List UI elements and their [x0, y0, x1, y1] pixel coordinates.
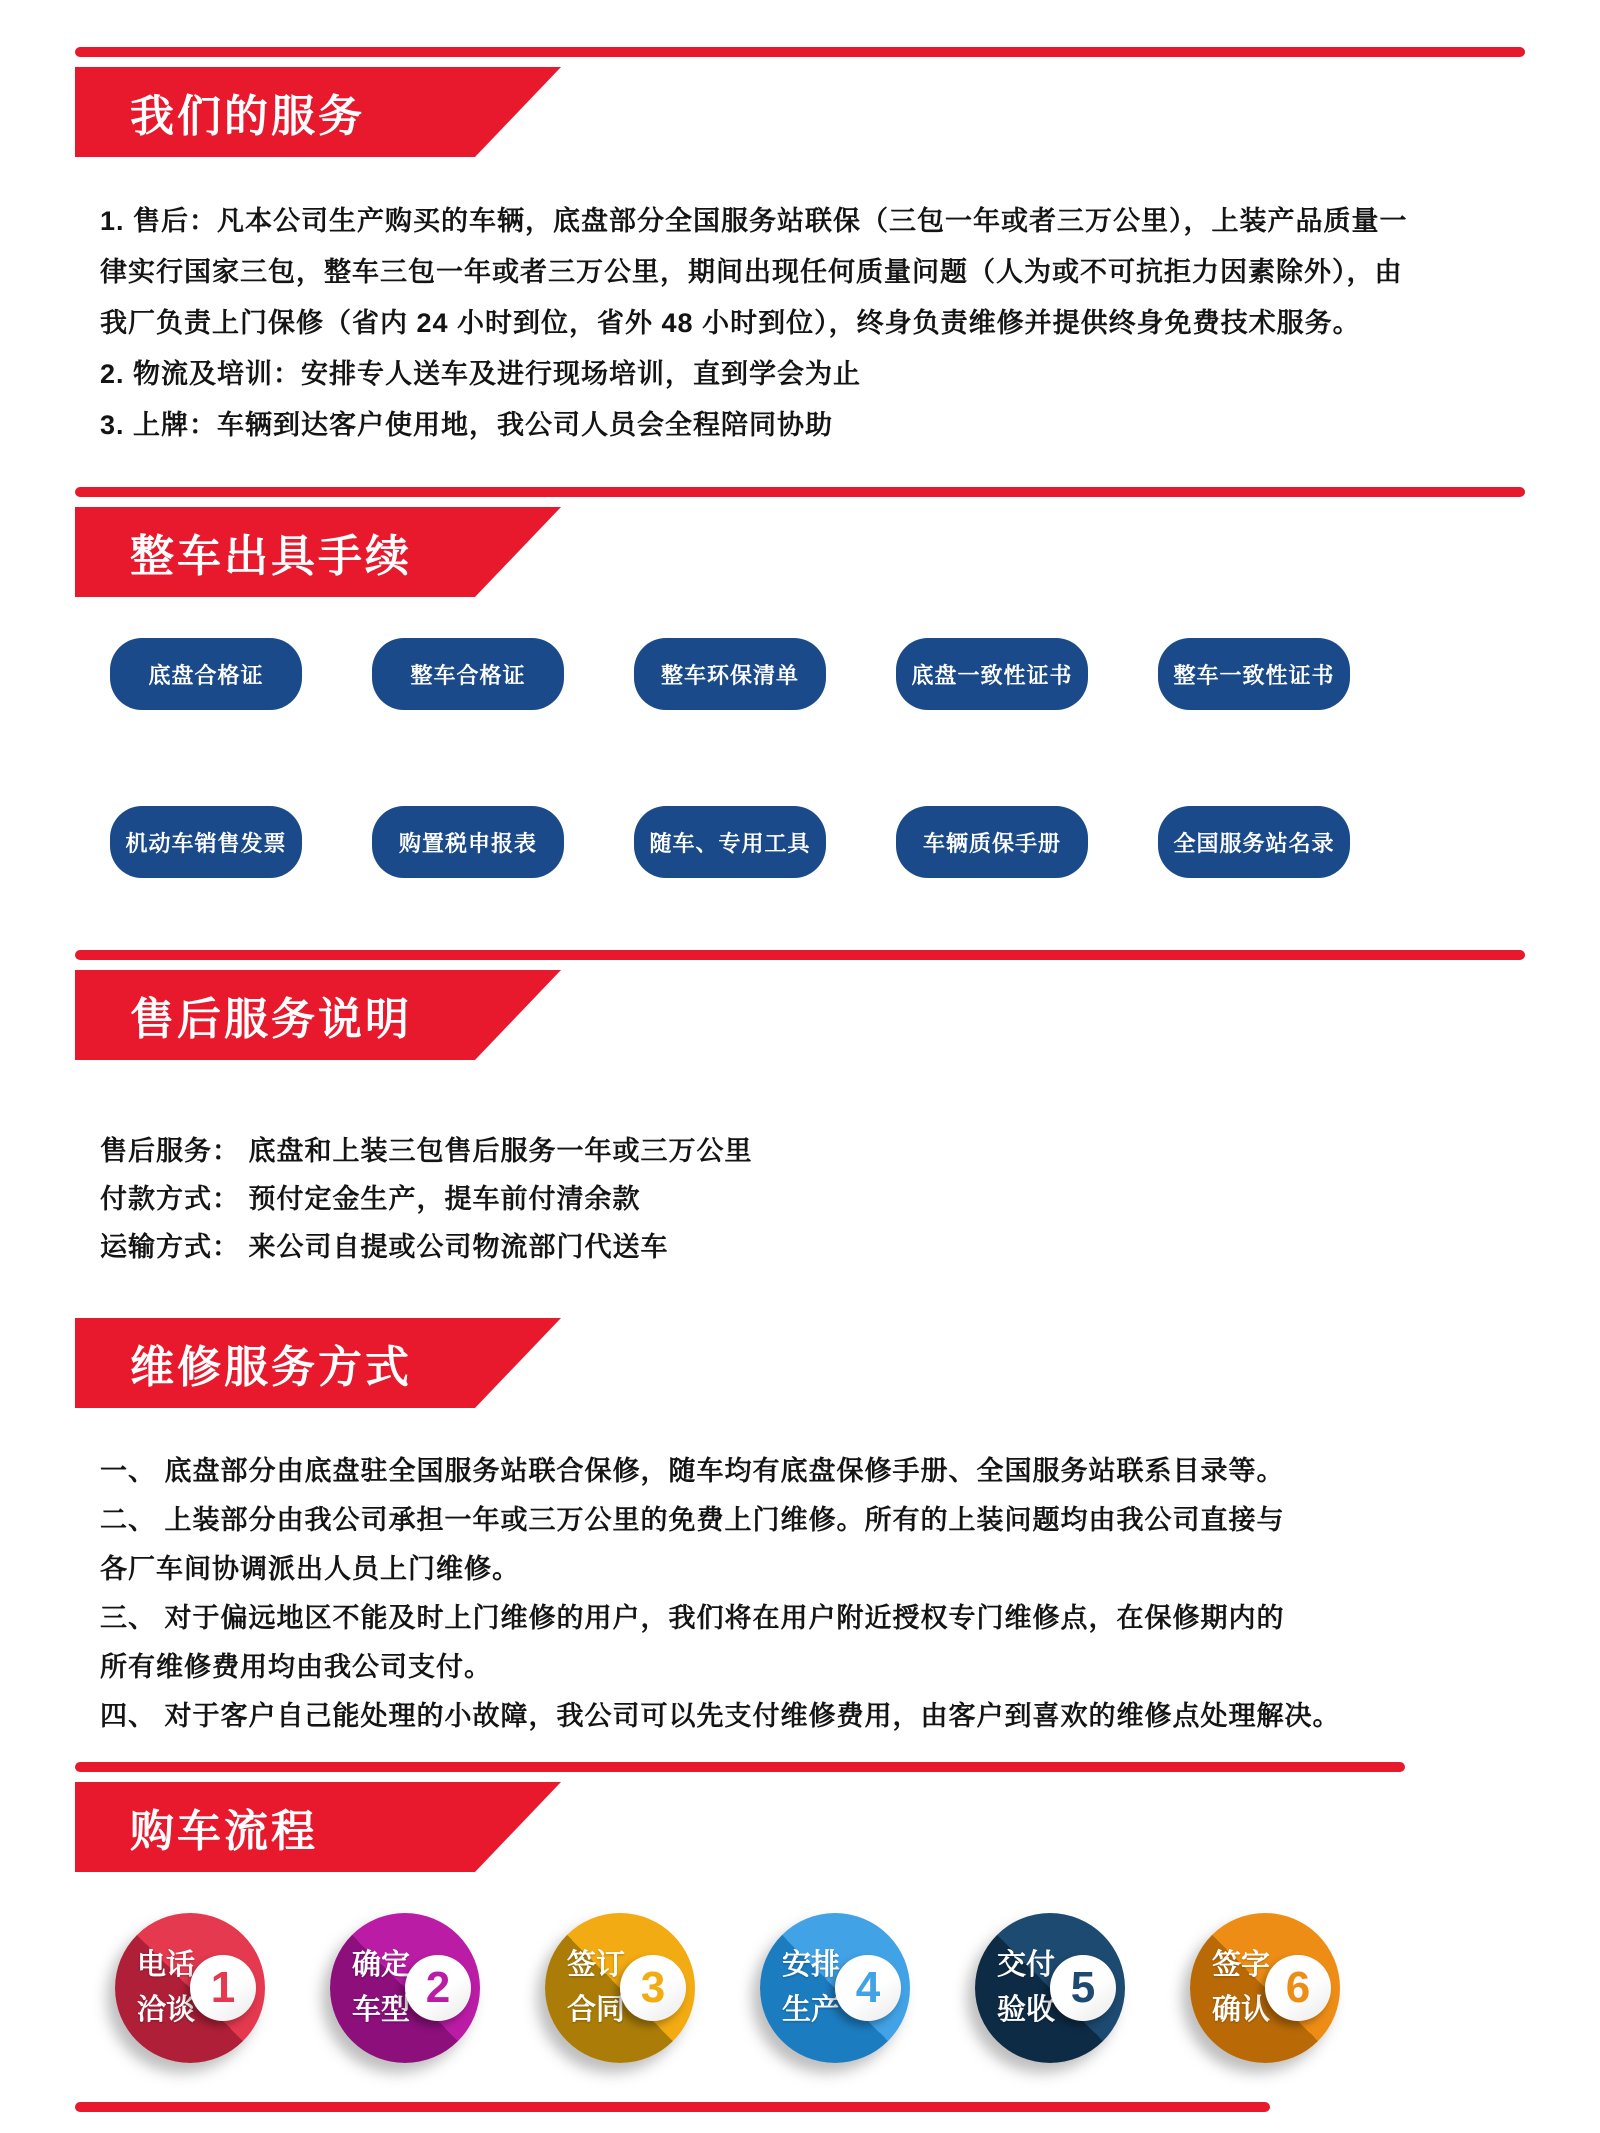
- document-pill: 整车合格证: [372, 638, 564, 710]
- section-banner-purchase-flow: [75, 1782, 475, 1872]
- document-pill: 整车一致性证书: [1158, 638, 1350, 710]
- text-line: 1. 售后：凡本公司生产购买的车辆，底盘部分全国服务站联保（三包一年或者三万公里），上装产品质量一: [100, 206, 1408, 236]
- text-line: 律实行国家三包，整车三包一年或者三万公里，期间出现任何质量问题（人为或不可抗拒力因素除外），由: [100, 257, 1403, 287]
- purchase-step-4: [760, 1913, 910, 2063]
- document-pill: 机动车销售发票: [110, 806, 302, 878]
- section-title-purchase-flow: 购车流程: [130, 1807, 318, 1856]
- section-title-after-sales: 售后服务说明: [130, 995, 412, 1044]
- purchase-step-2: [330, 1913, 480, 2063]
- step-number-badge: 4: [835, 1955, 901, 2021]
- text-line: 四、 对于客户自己能处理的小故障，我公司可以先支付维修费用，由客户到喜欢的维修点处理解决。: [100, 1701, 1341, 1731]
- purchase-step-5: [975, 1913, 1125, 2063]
- divider-line: [75, 2102, 1270, 2112]
- text-line: 我厂负责上门保修（省内 24 小时到位，省外 48 小时到位），终身负责维修并提供终身免费技术服务。: [100, 308, 1361, 338]
- step-label: 电话 洽谈: [137, 1949, 196, 2026]
- step-number-badge: 1: [190, 1955, 256, 2021]
- section-banner-documents: [75, 507, 475, 597]
- text-line: 运输方式： 来公司自提或公司物流部门代送车: [100, 1232, 669, 1262]
- text-line: 3. 上牌：车辆到达客户使用地，我公司人员会全程陪同协助: [100, 410, 834, 440]
- repair-paragraph: [100, 1447, 1341, 1741]
- section-title-repair: 维修服务方式: [130, 1343, 412, 1392]
- step-label: 签字 确认: [1212, 1949, 1271, 2026]
- document-pill: 随车、专用工具: [634, 806, 826, 878]
- step-label: 确定 车型: [352, 1949, 411, 2026]
- divider-line: [75, 487, 1525, 497]
- text-line: 各厂车间协调派出人员上门维修。: [100, 1554, 520, 1584]
- purchase-step-1: [115, 1913, 265, 2063]
- section-title-services: 我们的服务: [130, 92, 365, 141]
- purchase-step-6: [1190, 1913, 1340, 2063]
- step-label: 安排 生产: [782, 1949, 841, 2026]
- step-label: 签订 合同: [567, 1949, 626, 2026]
- text-line: 2. 物流及培训：安排专人送车及进行现场培训，直到学会为止: [100, 359, 862, 389]
- text-line: 所有维修费用均由我公司支付。: [100, 1652, 492, 1682]
- section-title-documents: 整车出具手续: [130, 532, 412, 581]
- divider-line: [75, 47, 1525, 57]
- text-line: 三、 对于偏远地区不能及时上门维修的用户，我们将在用户附近授权专门维修点，在保修期内的: [100, 1603, 1285, 1633]
- services-paragraph: [100, 196, 1408, 451]
- step-number-badge: 5: [1050, 1955, 1116, 2021]
- documents-pill-row-2: [110, 806, 1350, 878]
- step-number-badge: 6: [1265, 1955, 1331, 2021]
- document-pill: 车辆质保手册: [896, 806, 1088, 878]
- step-number-badge: 3: [620, 1955, 686, 2021]
- document-pill: 购置税申报表: [372, 806, 564, 878]
- step-number-badge: 2: [405, 1955, 471, 2021]
- document-pill: 全国服务站名录: [1158, 806, 1350, 878]
- text-line: 一、 底盘部分由底盘驻全国服务站联合保修，随车均有底盘保修手册、全国服务站联系目录等。: [100, 1456, 1285, 1486]
- step-label: 交付 验收: [997, 1949, 1056, 2026]
- document-pill: 整车环保清单: [634, 638, 826, 710]
- document-pill: 底盘一致性证书: [896, 638, 1088, 710]
- text-line: 二、 上装部分由我公司承担一年或三万公里的免费上门维修。所有的上装问题均由我公司直接与: [100, 1505, 1285, 1535]
- after-sales-paragraph: [100, 1127, 753, 1271]
- divider-line: [75, 950, 1525, 960]
- section-banner-repair: [75, 1318, 475, 1408]
- purchase-steps-row: [115, 1913, 1340, 2063]
- text-line: 售后服务： 底盘和上装三包售后服务一年或三万公里: [100, 1136, 753, 1166]
- documents-pill-row-1: [110, 638, 1350, 710]
- section-banner-services: [75, 67, 475, 157]
- text-line: 付款方式： 预付定金生产，提车前付清余款: [100, 1184, 641, 1214]
- document-pill: 底盘合格证: [110, 638, 302, 710]
- section-banner-after-sales: [75, 970, 475, 1060]
- divider-line: [75, 1762, 1405, 1772]
- purchase-step-3: [545, 1913, 695, 2063]
